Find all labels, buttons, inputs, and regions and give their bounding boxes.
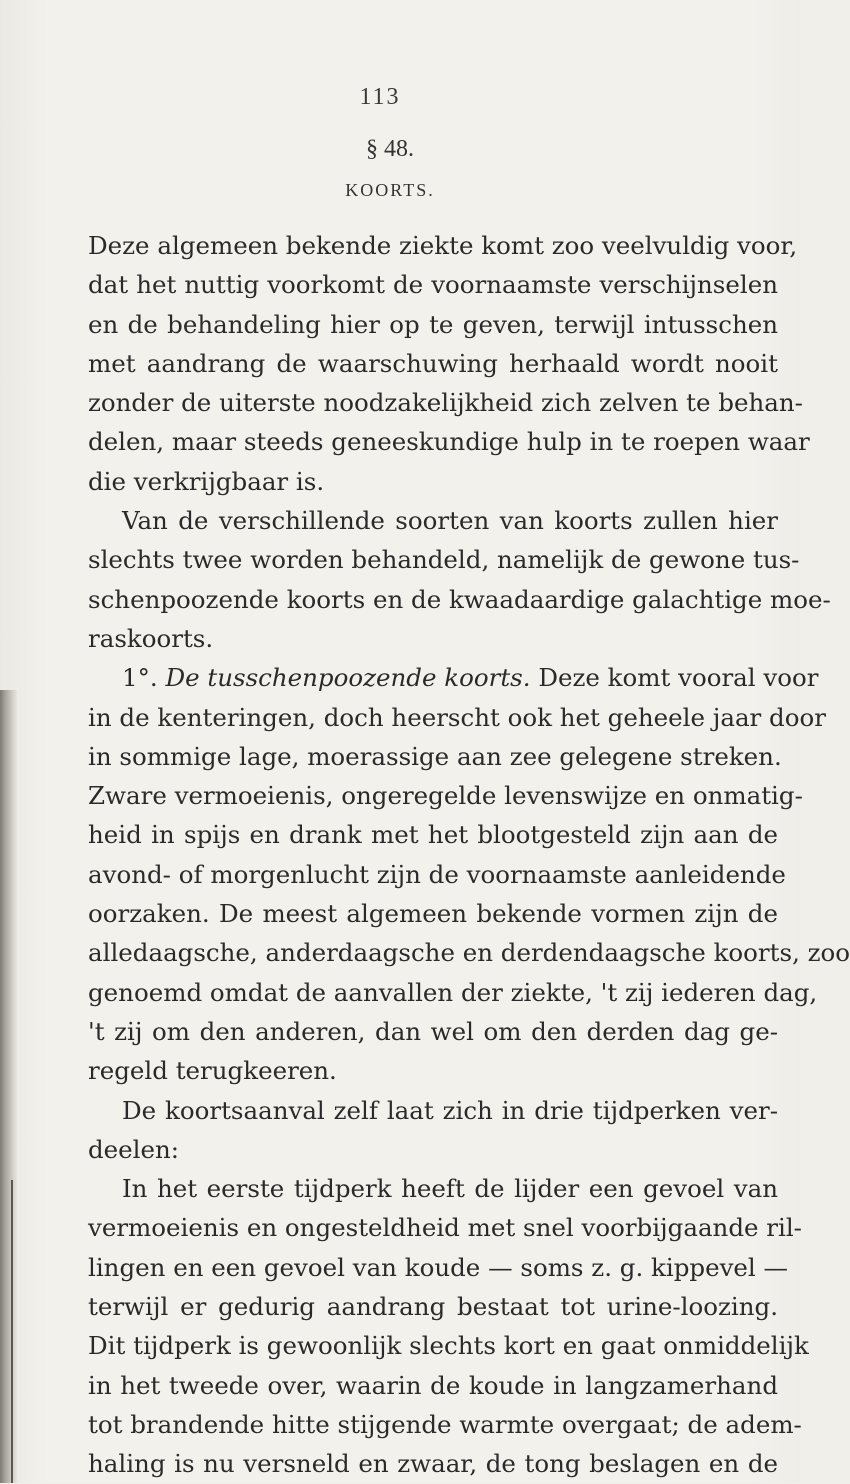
subsection-title: De tusschenpoozende koorts.	[165, 663, 531, 693]
text-line: raskoorts.	[88, 623, 214, 653]
text-fragment: Deze komt vooral voor	[538, 663, 819, 693]
text-line: die verkrijgbaar is.	[88, 466, 325, 496]
text-line: haling is nu versneld en zwaar, de tong beslagen en de	[88, 1449, 778, 1479]
text-line: in de kenteringen, doch heerscht ook het geheele jaar door	[88, 702, 826, 732]
text-line: zonder de uiterste noodzakelijkheid zich zelven te behan-	[88, 388, 803, 418]
page-binding-shadow	[0, 690, 18, 1483]
text-line: met aandrang de waarschuwing herhaald wordt nooit	[88, 348, 778, 378]
text-line: Dit tijdperk is gewoonlijk slechts kort en gaat onmiddelijk	[88, 1331, 809, 1361]
section-number: § 48.	[366, 136, 414, 162]
text-line-heading	[88, 658, 819, 697]
text-line: in sommige lage, moerassige aan zee gelegene streken.	[88, 741, 782, 771]
text-line: regeld terugkeeren.	[88, 1056, 337, 1086]
text-line: deelen:	[88, 1134, 180, 1164]
text-line: avond- of morgenlucht zijn de voornaamste aanleidende	[88, 859, 786, 889]
section-title: KOORTS.	[345, 180, 435, 200]
text-line: Van de verschillende soorten van koorts zullen hier	[122, 506, 778, 536]
text-line: delen, maar steeds geneeskundige hulp in te roepen waar	[88, 427, 810, 457]
item-number: 1°.	[122, 663, 158, 693]
text-line: lingen en een gevoel van koude — soms z. g. kippevel —	[88, 1252, 789, 1282]
text-line: De koortsaanval zelf laat zich in drie tijdperken ver-	[122, 1095, 778, 1125]
text-line: Zware vermoeienis, ongeregelde levenswijze en onmatig-	[88, 781, 803, 811]
text-line: slechts twee worden behandeld, namelijk de gewone tus-	[88, 545, 800, 575]
text-line: tot brandende hitte stijgende warmte overgaat; de adem-	[88, 1409, 802, 1439]
body-text	[88, 226, 850, 1484]
text-line: en de behandeling hier op te geven, terwijl intusschen	[88, 309, 778, 339]
text-line: heid in spijs en drank met het blootgesteld zijn aan de	[88, 820, 778, 850]
text-line: 't zij om den anderen, dan wel om den derden dag ge-	[88, 1016, 778, 1046]
text-line: alledaagsche, anderdaagsche en derdendaagsche koorts, zoo	[88, 938, 850, 968]
text-line: In het eerste tijdperk heeft de lijder een gevoel van	[122, 1174, 778, 1204]
text-line: terwijl er gedurig aandrang bestaat tot urine-loozing.	[88, 1292, 778, 1322]
page-binding-edge	[11, 1180, 13, 1483]
text-line: vermoeienis en ongesteldheid met snel voorbijgaande ril-	[88, 1213, 802, 1243]
text-line: oorzaken. De meest algemeen bekende vormen zijn de	[88, 899, 778, 929]
text-line: in het tweede over, waarin de koude in langzamerhand	[88, 1370, 778, 1400]
text-line: dat het nuttig voorkomt de voornaamste verschijnselen	[88, 270, 778, 300]
text-line: Deze algemeen bekende ziekte komt zoo veelvuldig voor,	[88, 231, 798, 260]
text-line: genoemd omdat de aanvallen der ziekte, 't zij iederen dag,	[88, 977, 818, 1007]
page-number: 113	[359, 84, 401, 110]
text-line: schenpoozende koorts en de kwaadaardige galachtige moe-	[88, 584, 831, 614]
